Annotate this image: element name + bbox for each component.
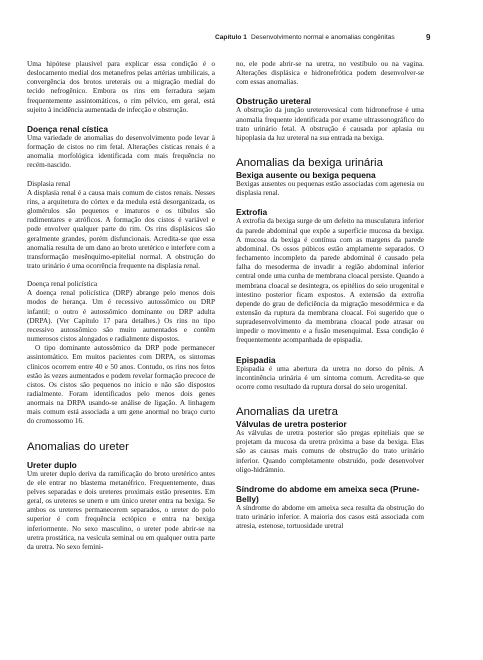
subsection-heading: Doença renal policística [27, 280, 98, 289]
subsection-heading: Displasia renal [27, 179, 71, 188]
paragraph: Bexigas ausentes ou pequenas estão associadas com agenesia ou displasia renal. [236, 180, 424, 198]
page-number: 9 [426, 33, 431, 42]
paragraph: A obstrução da junção ureterovesical com hidronefrose é uma anomalia frequente identificada por exame ultrassonográfico do trato urinário fetal. A obstrução é causada por aplasia ou hipoplasia da luz ureteral na sua entrada na bexiga. [236, 106, 424, 142]
chapter-title: Desenvolvimento normal e anomalias congênitas [251, 34, 395, 41]
section-heading: Extrofia [236, 207, 268, 218]
section-heading: Ureter duplo [27, 459, 77, 470]
paragraph: As válvulas de uretra posterior são pregas epiteliais que se projetam da mucosa da uretra próxima a base da bexiga. Elas são as causas mais comuns de obstrução do trato urinário inferior. Quando completamente obstruído, pode desenvolver oligo-hidrâmnio. [236, 429, 424, 474]
right-column [236, 60, 424, 531]
section-heading: Epispadia [236, 354, 276, 365]
paragraph: Uma hipótese plausível para explicar essa condição é o deslocamento medial dos metanefros pelas artérias umbilicais, a convergência dos brotos ureterais ou a migração medial do tecido nefrogênico. Embora os rins em ferradura sejam frequentemente assintomáticos, o rim pélvico, em geral, está sujeito à incidência aumentada de infecção e obstrução. [27, 60, 215, 114]
chapter-section-title: Anomalias do ureter [27, 440, 129, 453]
chapter-section-title: Anomalias da uretra [236, 406, 338, 419]
left-column [27, 60, 215, 552]
section-heading: Válvulas de uretra posterior [236, 419, 347, 430]
paragraph: no, ele pode abrir-se na uretra, no vestíbulo ou na vagina. Alterações displásica e hidronefrótica podem desenvolver-se com essas anomalias. [236, 60, 424, 87]
paragraph: Uma variedade de anomalias do desenvolvimento pode levar à formação de cistos no rim fetal. Alterações císticas renais é a anomalia morfológica identificada com mais frequência no recém-nascido. [27, 133, 215, 170]
paragraph: Um ureter duplo deriva da ramificação do broto uretérico antes de ele entrar no blastema metanéfrico. Frequentemente, duas pelves separadas e dois ureteres proximais estão presentes. Em geral, os ureteres se unem e um único ureter entra na bexiga. Se ambos os ureteres permanecerem separados, o ureter do polo superior é com frequência ectópico e entra na bexiga inferiormente. No sexo masculino, o ureter pode abrir-se na uretra prostática, na vesícula seminal ou em qualquer outra parte da uretra. No sexo femini- [27, 469, 215, 551]
paragraph: O tipo dominante autossômico da DRP pode permanecer assintomático. Em muitos pacientes com DRPA, os sintomas clínicos ocorrem entre 40 e 50 anos. Contudo, os rins nos fetos estão às vezes aumentados e podem revelar formação precoce de cistos. Os cistos são pequenos no início e não são dispostos radialmente. Foram identificados pelo menos dois genes anormais na DRPA usando-se análise de ligação. A linhagem mais comum está associada a um gene anormal no braço curto do cromossomo 16. [27, 344, 215, 426]
paragraph: A extrofia da bexiga surge de um defeito na musculatura inferior da parede abdominal que expõe a superfície mucosa da bexiga. A mucosa da bexiga é contínua com as margens da parede abdominal. Os ossos púbicos estão amplamente separados. O fechamento incompleto da parede abdominal é causado pela falha do mesoderma de invadir a região abdominal inferior central onde uma cunha de membrana cloacal persiste. Quando a membrana cloacal se desintegra, os epitélios do seio urogenital e intestino posterior ficam expostos. A extensão da extrofia depende do grau de deficiência da migração mesodérmica e da extensão da ruptura da membrana cloacal. Foi sugerido que o supradesenvolvimento da membrana cloacal pode atrasar ou impedir o movimento e a fusão mesenquimal. Essa condição é frequentemente acompanhada de epispadia. [236, 217, 425, 345]
section-heading: Síndrome do abdome em ameixa seca (Prune-Belly) [236, 483, 420, 504]
paragraph: A doença renal policística (DRP) abrange pelo menos dois modos de herança. Um é recessivo autossômico ou DRP infantil; o outro é autossômico dominante ou DRP adulta (DRPA). (Ver Capítulo 17 para detalhes.) Os rins no tipo recessivo autossômico são muito aumentados e contêm numerosos cistos alongados e radialmente dispostos. [27, 289, 215, 344]
section-heading: Obstrução ureteral [236, 96, 311, 107]
running-header [0, 34, 483, 46]
paragraph: Epispadia é uma abertura da uretra no dorso do pênis. A incontinência urinária é um sintoma comum. Acredita-se que ocorre como resultado da ruptura dorsal do seio urogenital. [236, 364, 424, 391]
chapter-section-title: Anomalias da bexiga urinária [236, 157, 383, 170]
paragraph: A síndrome do abdome em ameixa seca resulta da obstrução do trato urinário inferior. A maioria dos casos está associada com atresia, estenose, tortuosidade uretral [236, 503, 424, 531]
chapter-label: Capítulo 1 [215, 34, 247, 41]
paragraph: A displasia renal é a causa mais comum de cistos renais. Nesses rins, a arquitetura do córtex e da medula está desorganizada, os glomérulos são pequenos e imaturos e os túbulos são rudimentares e atróficos. A formação dos cistos é variável e pode envolver qualquer parte do rim. Os rins displásicos são geralmente grandes, porém disfuncionais. Acredita-se que essa anomalia resulta de um dano ao broto uretérico e interfere com a transformação mesênquimo-epitelial normal. A obstrução do trato urinário é uma ocorrência frequente na displasia renal. [27, 188, 215, 270]
section-heading: Bexiga ausente ou bexiga pequena [236, 170, 376, 181]
section-heading: Doença renal cística [27, 123, 108, 134]
